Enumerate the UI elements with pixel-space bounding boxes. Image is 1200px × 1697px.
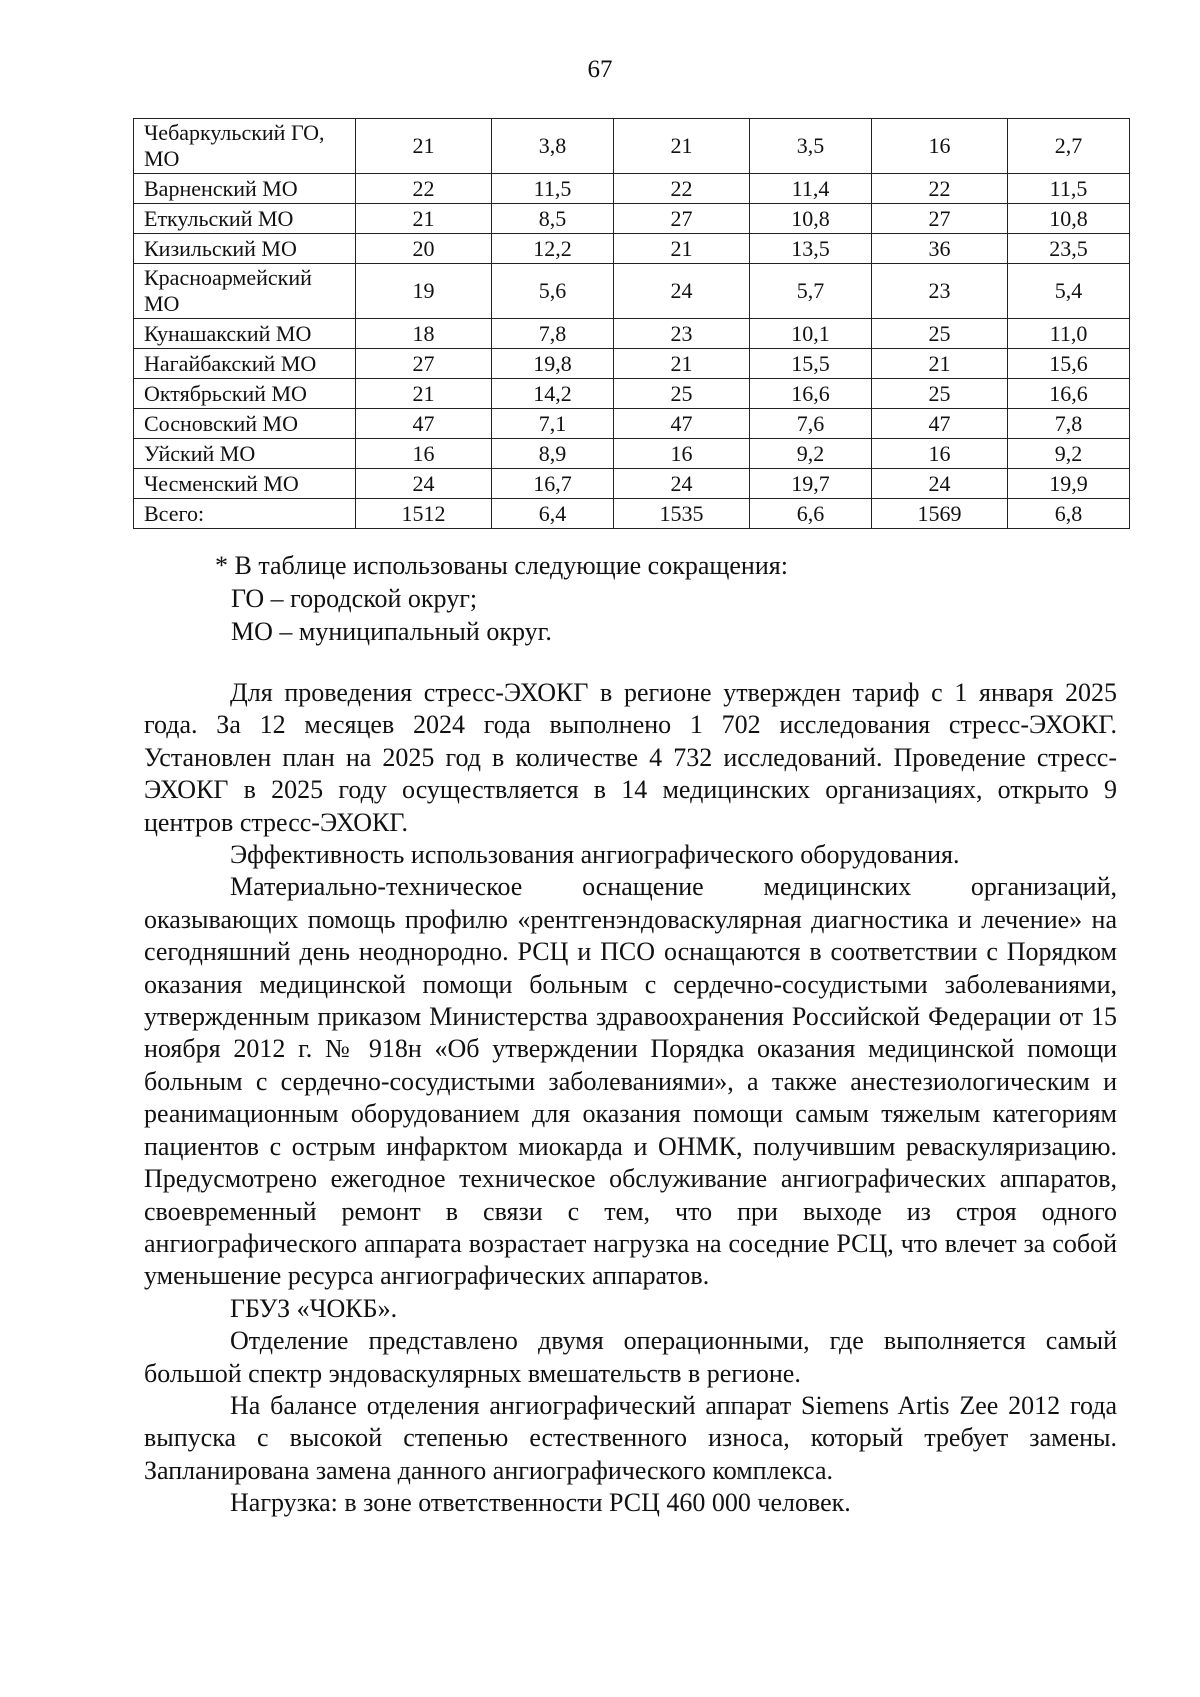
table-cell: 21 [356,204,492,234]
table-cell: 2,7 [1008,119,1130,174]
table-cell: 5,6 [492,264,614,319]
row-label: Уйский МО [134,439,356,469]
table-cell: 19 [356,264,492,319]
table-cell: 15,5 [750,349,872,379]
paragraph-siemens: На балансе отделения ангиографический аппарат Siemens Artis Zee 2012 года выпуска с высокой степенью естественного износа, который требует замены. Запланирована замена данного ангиографического комплекса. [144,1390,1117,1485]
table-cell: 6,8 [1008,499,1130,529]
table-cell: 16 [871,439,1007,469]
table-cell: 22 [613,174,749,204]
table-cell: 8,9 [492,439,614,469]
table-cell: 25 [613,379,749,409]
table-cell: 1512 [356,499,492,529]
table-cell: 47 [356,409,492,439]
table-cell: 19,7 [750,469,872,499]
table-row [134,204,1130,234]
table-cell: 3,5 [750,119,872,174]
table-cell: 47 [871,409,1007,439]
paragraph-department: Отделение представлено двумя операционными, где выполняется самый большой спектр эндоваскулярных вмешательств в регионе. [144,1326,1117,1388]
table-row [134,379,1130,409]
table-cell: 16 [356,439,492,469]
paragraph-hospital-name: ГБУЗ «ЧОКБ». [230,1293,398,1323]
footnote-mo: МО – муниципальный округ. [231,617,552,646]
table-cell: 27 [613,204,749,234]
table-cell: 1569 [871,499,1007,529]
table-cell: 5,4 [1008,264,1130,319]
table-cell: 20 [356,234,492,264]
table-cell: 10,8 [1008,204,1130,234]
table-cell: 11,0 [1008,319,1130,349]
paragraph-stress-echo: Для проведения стресс-ЭХОКГ в регионе утвержден тариф с 1 января 2025 года. За 12 месяцев 2024 года выполнено 1 702 исследования стресс-ЭХОКГ. Установлен план на 2025 год в количестве 4 732 исследований. Проведение стресс-ЭХОКГ в 2025 году осуществляется в 14 медицинских организациях, открыто 9 центров стресс-ЭХОКГ. [144,678,1117,837]
table-cell: 12,2 [492,234,614,264]
table-cell: 22 [356,174,492,204]
table-footnote [215,549,788,648]
table-cell: 8,5 [492,204,614,234]
table-cell: 22 [871,174,1007,204]
table-row [134,439,1130,469]
table-cell: 9,2 [750,439,872,469]
table-cell: 21 [356,119,492,174]
table-cell: 11,4 [750,174,872,204]
row-label: Еткульский МО [134,204,356,234]
table-cell: 24 [613,264,749,319]
table-body [134,119,1130,529]
table-cell: 24 [871,469,1007,499]
table-row [134,349,1130,379]
table-cell: 10,8 [750,204,872,234]
table-row [134,234,1130,264]
row-label: Сосновский МО [134,409,356,439]
table-cell: 18 [356,319,492,349]
table-cell: 5,7 [750,264,872,319]
row-label: Кизильский МО [134,234,356,264]
table-row [134,174,1130,204]
table-cell: 25 [871,379,1007,409]
table-cell: 24 [613,469,749,499]
table-cell: 11,5 [492,174,614,204]
table-row [134,409,1130,439]
table-cell: 23 [613,319,749,349]
table-cell: 21 [871,349,1007,379]
table-cell: 10,1 [750,319,872,349]
row-label: Чесменский МО [134,469,356,499]
table-cell: 11,5 [1008,174,1130,204]
statistics-table [133,118,1130,529]
table-cell: 7,1 [492,409,614,439]
paragraph-load: Нагрузка: в зоне ответственности РСЦ 460 000 человек. [230,1488,851,1518]
table-cell: 14,2 [492,379,614,409]
table-cell: 16 [871,119,1007,174]
table-row [134,264,1130,319]
table-cell: 7,6 [750,409,872,439]
table-cell: 15,6 [1008,349,1130,379]
table-cell: 21 [613,349,749,379]
table-cell: 16,6 [1008,379,1130,409]
table-cell: 16,7 [492,469,614,499]
row-label: Октябрьский МО [134,379,356,409]
table-row [134,119,1130,174]
table-cell: 21 [613,234,749,264]
table-cell: 47 [613,409,749,439]
table-cell: 16 [613,439,749,469]
row-label: Красноармейский МО [134,264,356,319]
paragraph-angiography-heading: Эффективность использования ангиографического оборудования. [230,840,960,870]
footnote-intro: * В таблице использованы следующие сокращения: [215,551,788,580]
table-cell: 27 [871,204,1007,234]
table-cell: 6,4 [492,499,614,529]
table-cell: 7,8 [1008,409,1130,439]
table-cell: 24 [356,469,492,499]
table-cell: 21 [613,119,749,174]
table-cell: 23 [871,264,1007,319]
body-text [144,677,1117,1520]
table-cell: 19,9 [1008,469,1130,499]
table-cell: 27 [356,349,492,379]
table-cell: 9,2 [1008,439,1130,469]
row-label: Чебаркульский ГО, МО [134,119,356,174]
page-number: 67 [587,56,613,83]
row-label: Нагайбакский МО [134,349,356,379]
table-cell: 23,5 [1008,234,1130,264]
paragraph-equipment: Материально-техническое оснащение медицинских организаций, оказывающих помощь профилю «рентгенэндоваскулярная диагностика и лечение» на сегодняшний день неоднородно. РСЦ и ПСО оснащаются в соответствии с Порядком оказания медицинской помощи больным с сердечно-сосудистыми заболеваниями, утвержденным приказом Министерства здравоохранения Российской Федерации от 15 ноября 2012 г. № 918н «Об утверждении Порядка оказания медицинской помощи больным с сердечно-сосудистыми заболеваниями», а также анестезиологическим и реанимационным оборудованием для оказания помощи самым тяжелым категориям пациентов с острым инфарктом миокарда и ОНМК, получившим реваскуляризацию. Предусмотрено ежегодное техническое обслуживание ангиографических аппаратов, своевременный ремонт в связи с тем, что при выходе из строя одного ангиографического аппарата возрастает нагрузка на соседние РСЦ, что влечет за собой уменьшение ресурса ангиографических аппаратов. [144,872,1117,1291]
table-cell: 25 [871,319,1007,349]
table-row [134,469,1130,499]
table-cell: 1535 [613,499,749,529]
table-row [134,499,1130,529]
table-cell: 6,6 [750,499,872,529]
table-cell: 3,8 [492,119,614,174]
footnote-go: ГО – городской округ; [231,584,478,613]
table-cell: 7,8 [492,319,614,349]
row-label: Кунашакский МО [134,319,356,349]
table-cell: 36 [871,234,1007,264]
table-row [134,319,1130,349]
table-cell: 13,5 [750,234,872,264]
row-label: Варненский МО [134,174,356,204]
table-cell: 16,6 [750,379,872,409]
table-cell: 21 [356,379,492,409]
table-cell: 19,8 [492,349,614,379]
row-label: Всего: [134,499,356,529]
